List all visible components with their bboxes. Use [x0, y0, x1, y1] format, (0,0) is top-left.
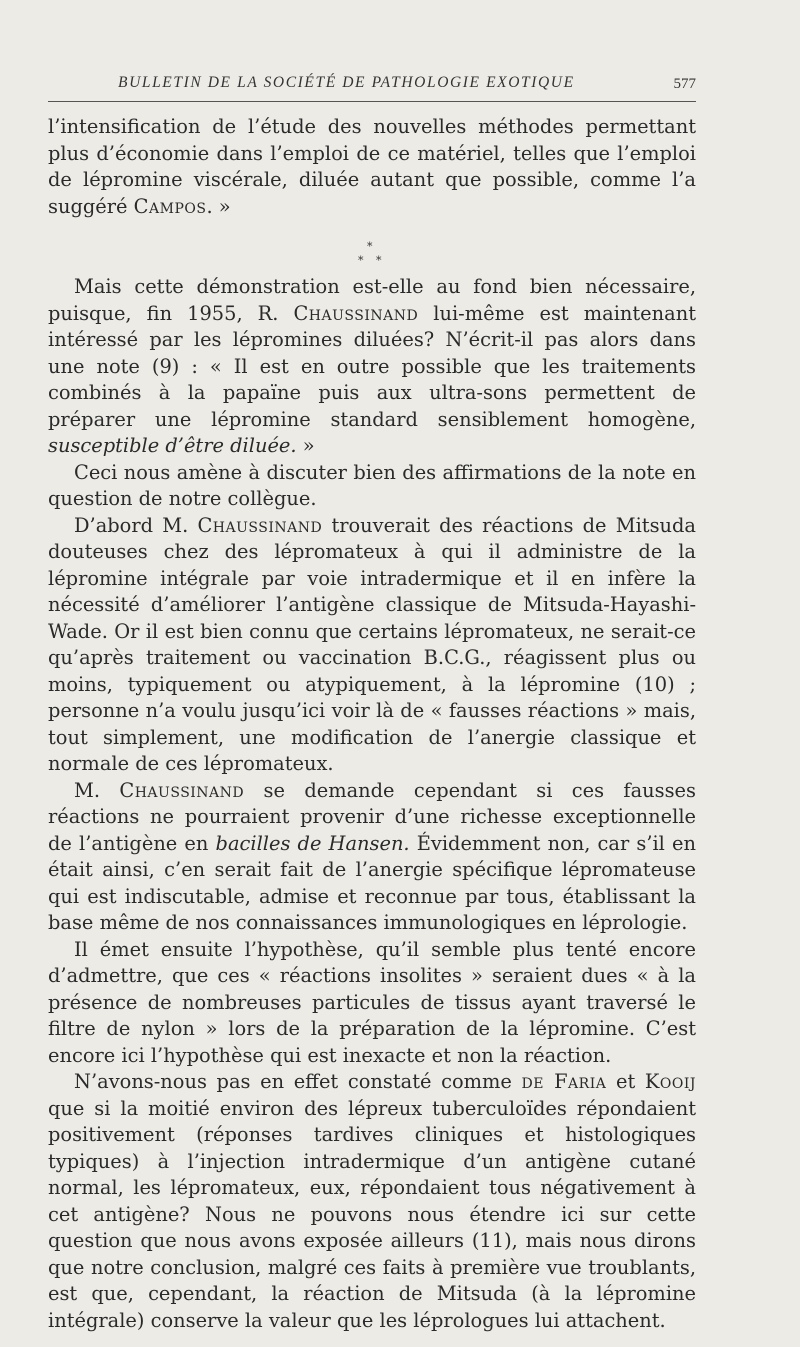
- text-run: et: [606, 1070, 645, 1093]
- author-name: Chaussinand: [119, 778, 245, 802]
- italic-text: susceptible d’être diluée.: [48, 434, 297, 457]
- text-run: Évidemment non, car s’il en était ainsi, c’en serait fait de l’anergie spécifique lépromateuse qui est indiscutable, admise et reconnue par tous, établissant la base même de nos connaissances immunologiques en léprologie.: [48, 831, 696, 934]
- section-separator-asterism: [48, 220, 696, 274]
- paragraph-5: [48, 778, 696, 937]
- text-run: D’abord M.: [74, 513, 198, 537]
- paragraph-3: [48, 460, 696, 513]
- author-name: Chaussinand: [197, 513, 323, 537]
- running-head: BULLETIN DE LA SOCIÉTÉ DE PATHOLOGIE EXOTIQUE: [118, 74, 575, 91]
- asterisk: *: [367, 240, 373, 253]
- author-name: Kooij: [644, 1070, 696, 1093]
- text-run: se demande cependant si ces fausses réactions ne pourraient provenir d’une richesse exceptionnelle de l’antigène en: [48, 778, 696, 855]
- paragraph-7: [48, 1069, 696, 1334]
- header-rule: [48, 101, 696, 102]
- author-name: Chaussinand: [293, 301, 419, 325]
- asterisk: *: [358, 254, 364, 267]
- page-number: 577: [673, 76, 696, 92]
- text-run: que si la moitié environ des lépreux tuberculoïdes répondaient positivement (réponses tardives cliniques et histologiques typiques) à l’injection intradermique d’un antigène cutané normal, les lépromateux, eux, répondaient tous négativement à cet antigène? Nous ne pouvons nous étendre ici sur cette question que nous avons exposée ailleurs (11), mais nous dirons que notre conclusion, malgré ces faits à première vue troublants, est que, cependant, la réaction de Mitsuda (à la lépromine intégrale) conserve la valeur que les léprologues lui attachent.: [48, 1096, 696, 1332]
- paragraph-1: [48, 114, 696, 220]
- asterisk: *: [376, 254, 382, 267]
- text-run: lui-même est maintenant intéressé par les lépromines diluées? N’écrit-il pas alors dans une note (9) : « Il est en outre possible que les traitements combinés à la papaïne puis aux ultra-sons permettent de préparer une lépromine standard sensiblement homogène,: [48, 301, 696, 431]
- text-run: M.: [74, 778, 120, 802]
- text-run: »: [296, 434, 315, 457]
- body-text: [48, 114, 696, 1334]
- paragraph-2: [48, 274, 696, 460]
- text-run: N’avons-nous pas en effet constaté comme: [74, 1070, 522, 1093]
- text-run: l’intensification de l’étude des nouvelles méthodes permettant plus d’économie dans l’emploi de ce matériel, telles que l’emploi de lépromine viscérale, diluée autant que possible, comme l’a suggéré: [48, 115, 696, 218]
- page-header: [48, 72, 696, 100]
- author-name: Campos: [133, 194, 207, 218]
- author-name: de Faria: [521, 1070, 607, 1093]
- paragraph-6: [48, 937, 696, 1070]
- paragraph-4: [48, 513, 696, 778]
- italic-text: bacilles de Hansen.: [215, 831, 410, 855]
- text-run: . »: [206, 194, 231, 218]
- text-run: Mais cette démonstration est-elle au fond bien nécessaire, puisque, fin 1955, R.: [48, 275, 696, 325]
- text-run: Ceci nous amène à discuter bien des affirmations de la note en question de notre collègue.: [48, 460, 696, 510]
- text-run: Il émet ensuite l’hypothèse, qu’il semble plus tenté encore d’admettre, que ces « réactions insolites » seraient dues « à la présence de nombreuses particules de tissus ayant traversé le filtre de nylon » lors de la préparation de la lépromine. C’est encore ici l’hypothèse qui est inexacte et non la réaction.: [48, 937, 696, 1067]
- text-run: trouverait des réactions de Mitsuda douteuses chez des lépromateux à qui il administre de la lépromine intégrale par voie intradermique et il en infère la nécessité d’améliorer l’antigène classique de Mitsuda-Hayashi-Wade. Or il est bien connu que certains lépromateux, ne serait-ce qu’après traitement ou vaccination B.C.G., réagissent plus ou moins, typiquement ou atypiquement, à la lépromine (10) ; personne n’a voulu jusqu’ici voir là de « fausses réactions » mais, tout simplement, une modification de l’anergie classique et normale de ces lépromateux.: [48, 513, 696, 775]
